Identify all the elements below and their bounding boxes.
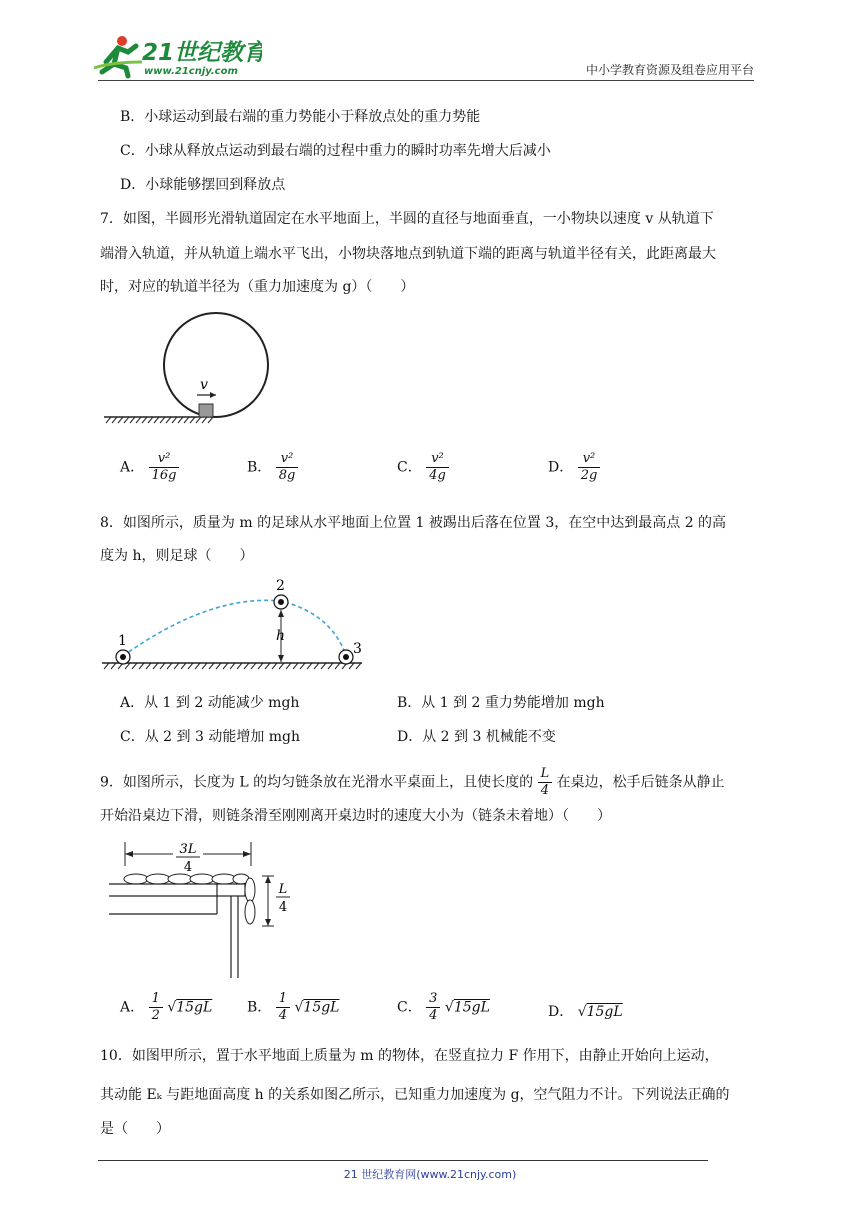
q7-option-c: C． $\frac{\text{v²}}{4g}$	[397, 451, 449, 484]
logo-url: www.21cnjy.com	[144, 66, 238, 77]
logo-text: 21世纪教育	[142, 40, 262, 66]
footer-divider	[98, 1160, 708, 1161]
q8-option-c: C．从 2 到 3 动能增加 mgh	[120, 729, 301, 745]
q9-text-line2: 开始沿桌边下滑，则链条滑至刚刚离开桌边时的速度大小为（链条未着地）（ ）	[100, 808, 611, 824]
q6-option-b: B．小球运动到最右端的重力势能小于释放点处的重力势能	[120, 109, 481, 125]
q7-option-b: B． $\frac{\text{v²}}{8g}$	[247, 451, 298, 484]
position-label-1: 1	[118, 633, 127, 649]
position-label-2: 2	[276, 578, 285, 594]
site-logo	[92, 32, 262, 80]
q8-text-line1: 8．如图所示，质量为 m 的足球从水平地面上位置 1 被踢出后落在位置 3，在空中达到最高点 2 的高	[100, 515, 727, 531]
q7-option-d: D． $\frac{\text{v²}}{2g}$	[548, 451, 600, 484]
q9-option-d: D． √15gL	[548, 1004, 623, 1020]
top-length-den: 4	[183, 860, 193, 875]
q6-option-d: D．小球能够摆回到释放点	[120, 177, 286, 193]
q7-text-line2: 端滑入轨道，并从轨道上端水平飞出，小物块落地点到轨道下端的距离与轨道半径有关，此距离最大	[100, 246, 716, 262]
q8-option-a: A．从 1 到 2 动能减少 mgh	[120, 695, 300, 711]
top-length-num: 3L	[179, 842, 197, 857]
height-label: h	[276, 628, 286, 644]
footer-text[interactable]: 21 世纪教育网(www.21cnjy.com)	[343, 1168, 517, 1181]
q10-text-line3: 是（ ）	[100, 1121, 170, 1137]
q6-option-c: C．小球从释放点运动到最右端的过程中重力的瞬时功率先增大后减小	[120, 143, 551, 159]
ball-3	[339, 650, 353, 664]
q8-option-d: D．从 2 到 3 机械能不变	[397, 729, 556, 745]
runner-icon	[94, 36, 142, 76]
q9-option-a: A． $\frac{1}{2}$ √15gL	[120, 991, 213, 1023]
q10-text-line2: 其动能 Eₖ 与距地面高度 h 的关系如图乙所示，已知重力加速度为 g，空气阻力不计。下列说法正确的	[100, 1087, 730, 1103]
q7-figure-track	[100, 305, 300, 434]
side-length-num: L	[278, 882, 288, 897]
q9-text-line1: 9．如图所示，长度为 L 的均匀链条放在光滑水平桌面上，且使长度的 $\frac{L}{4}$ 在桌边，松手后链条从静止	[100, 766, 725, 798]
position-label-3: 3	[353, 641, 362, 657]
q7-text-line3: 时，对应的轨道半径为（重力加速度为 g）（ ）	[100, 279, 415, 295]
q7-option-a: A． $\frac{\text{v²}}{16g}$	[120, 451, 179, 484]
platform-title: 中小学教育资源及组卷应用平台	[585, 63, 754, 77]
velocity-label: v	[200, 377, 208, 393]
q8-figure-football	[100, 574, 370, 678]
q9-option-b: B． $\frac{1}{4}$ √15gL	[247, 991, 340, 1023]
q9-figure-chain	[105, 836, 305, 990]
q8-text-line2: 度为 h，则足球（ ）	[100, 548, 254, 564]
header-divider	[98, 80, 754, 81]
ball-1	[116, 650, 130, 664]
q9-option-c: C． $\frac{3}{4}$ √15gL	[397, 991, 490, 1023]
q8-option-b: B．从 1 到 2 重力势能增加 mgh	[397, 695, 605, 711]
ball-2	[274, 595, 288, 609]
q10-text-line1: 10．如图甲所示，置于水平地面上质量为 m 的物体，在竖直拉力 F 作用下，由静止开始向上运动，	[100, 1048, 719, 1064]
q7-text-line1: 7．如图，半圆形光滑轨道固定在水平地面上，半圆的直径与地面垂直，一小物块以速度 v 从轨道下	[100, 211, 714, 227]
side-length-den: 4	[278, 900, 288, 915]
